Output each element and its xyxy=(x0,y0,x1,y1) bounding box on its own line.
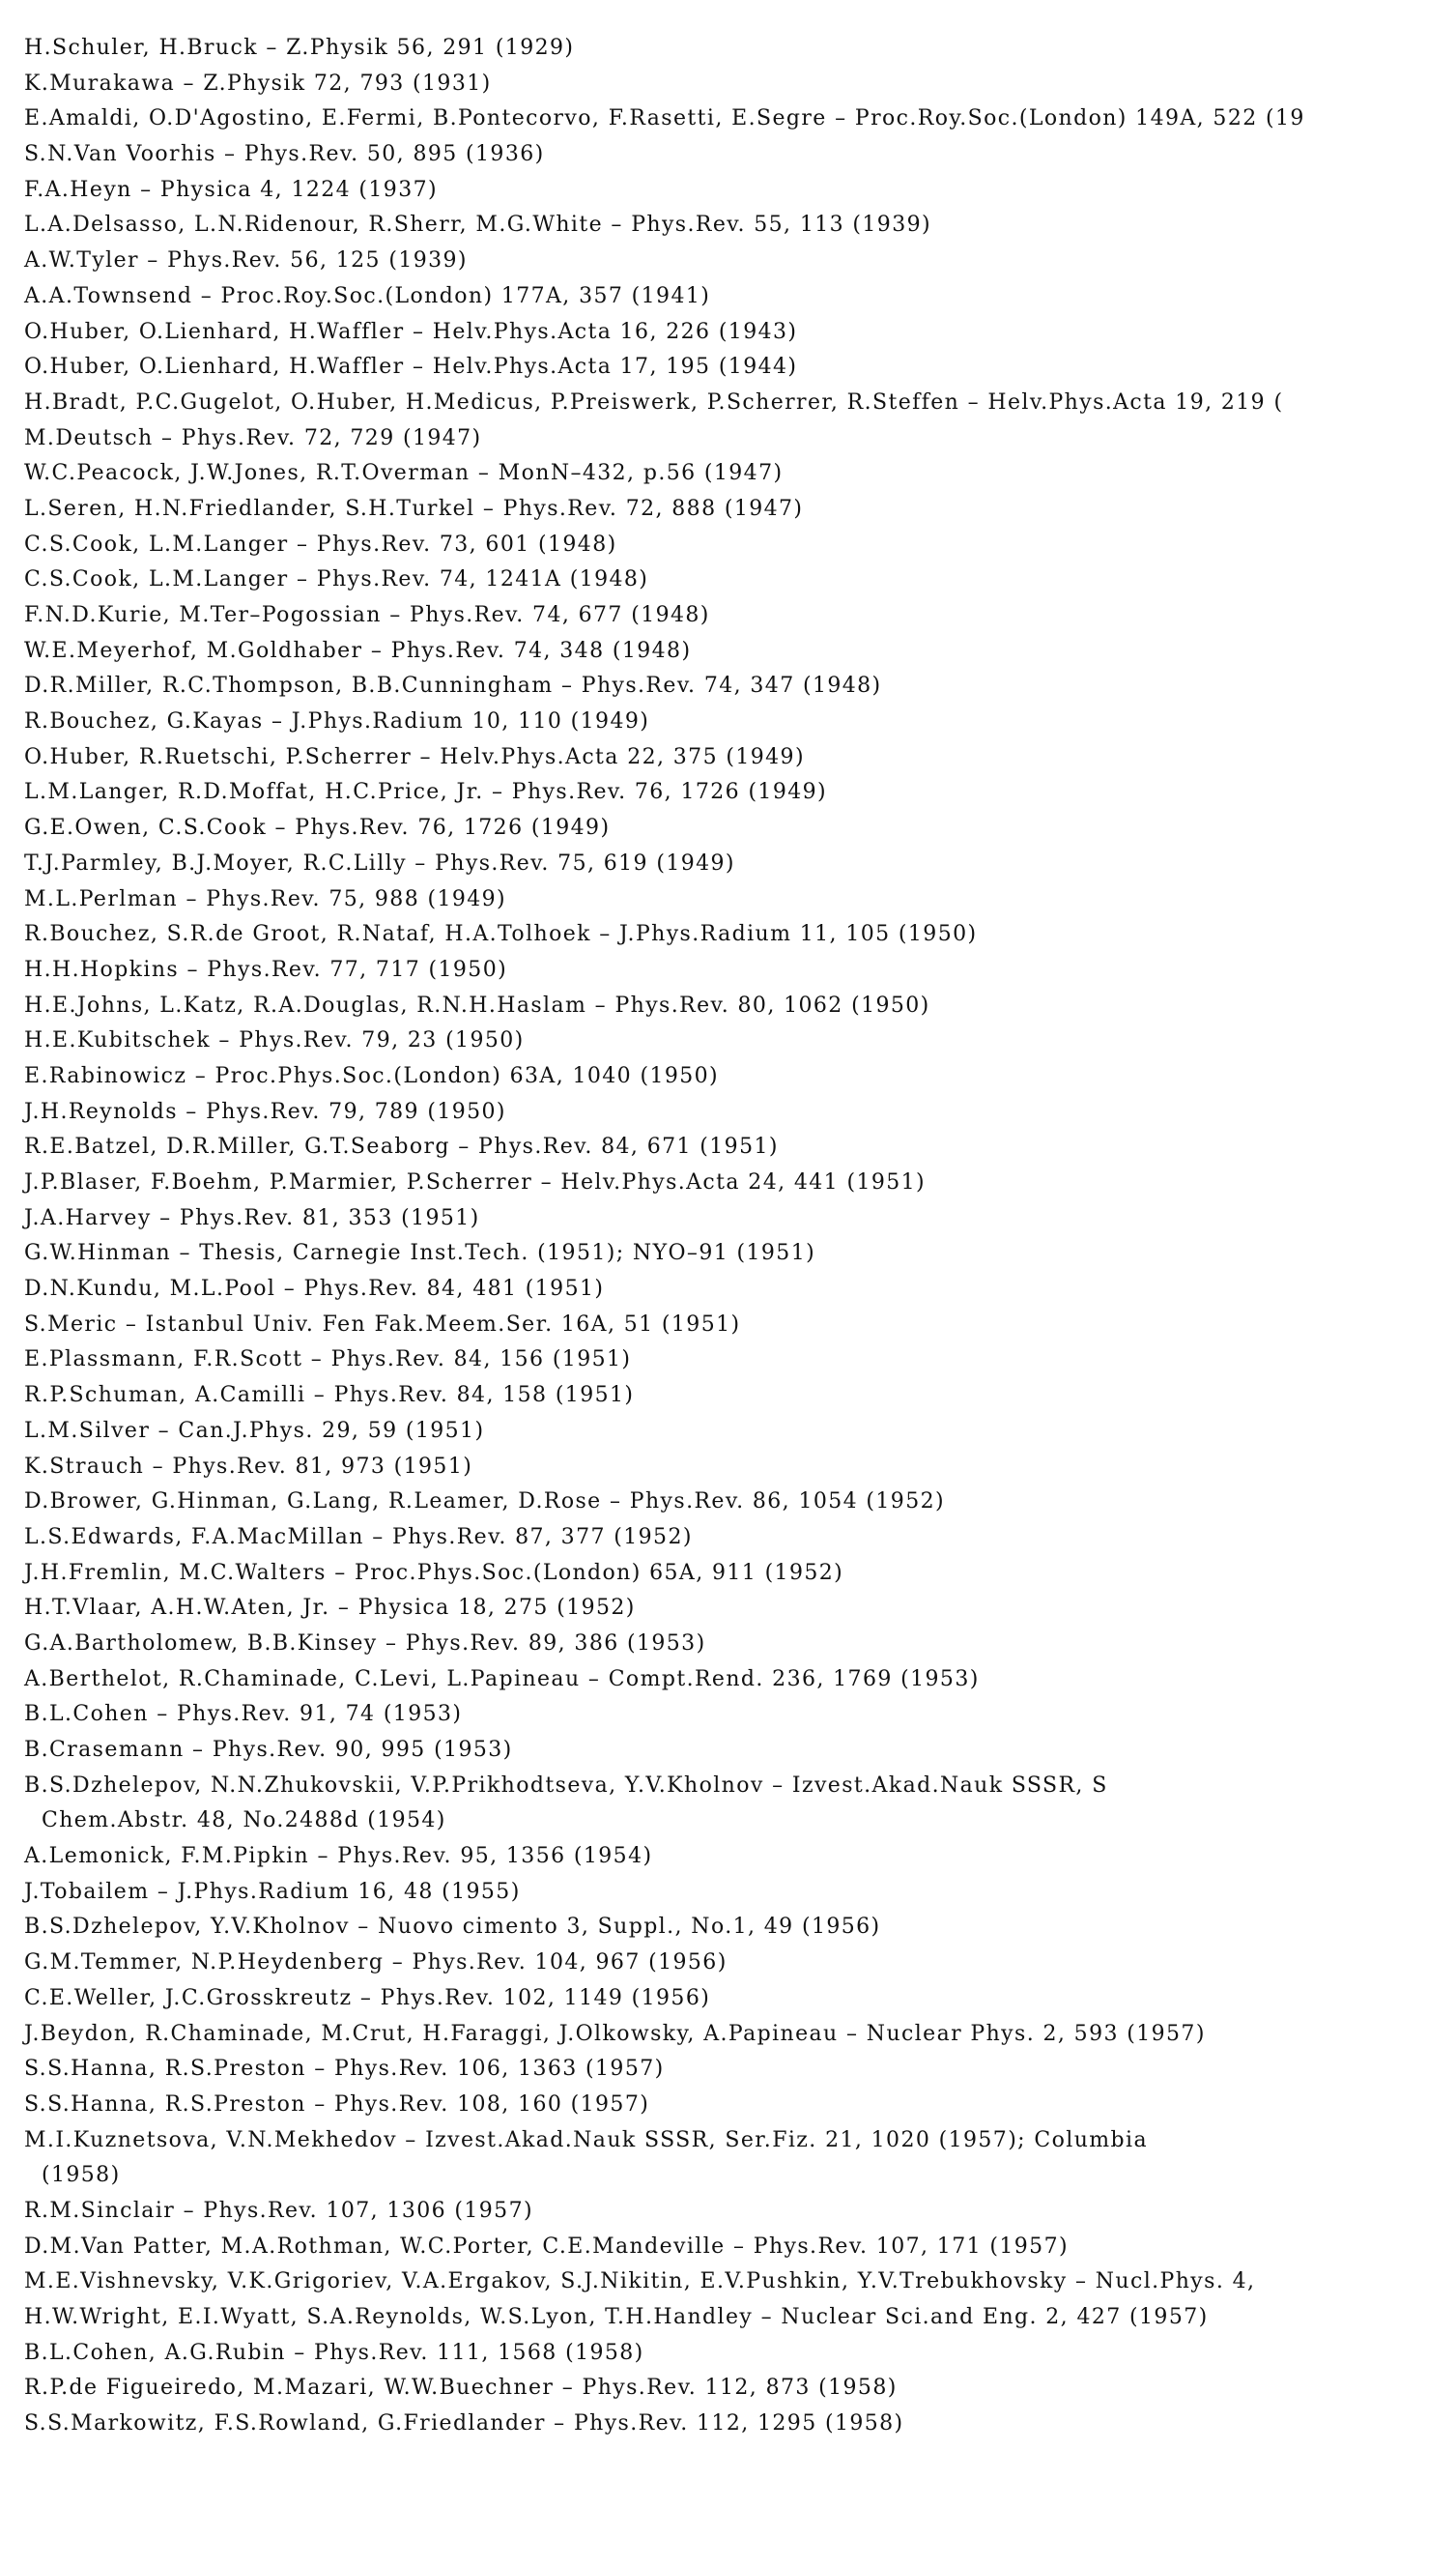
reference-entry: K.Strauch – Phys.Rev. 81, 973 (1951) xyxy=(24,1454,473,1479)
reference-entry: A.A.Townsend – Proc.Roy.Soc.(London) 177A, 357 (1941) xyxy=(24,283,711,308)
reference-entry: G.E.Owen, C.S.Cook – Phys.Rev. 76, 1726 (1949) xyxy=(24,816,611,841)
reference-entry: L.Seren, H.N.Friedlander, S.H.Turkel – Phys.Rev. 72, 888 (1947) xyxy=(24,496,804,521)
reference-continuation: (1958) xyxy=(42,2163,121,2188)
reference-entry: E.Plassmann, F.R.Scott – Phys.Rev. 84, 156 (1951) xyxy=(24,1347,632,1372)
reference-entry: F.A.Heyn – Physica 4, 1224 (1937) xyxy=(24,177,438,202)
reference-entry: M.I.Kuznetsova, V.N.Mekhedov – Izvest.Akad.Nauk SSSR, Ser.Fiz. 21, 1020 (1957); Columbia xyxy=(24,2127,1148,2152)
reference-entry: O.Huber, O.Lienhard, H.Waffler – Helv.Phys.Acta 17, 195 (1944) xyxy=(24,355,798,380)
reference-entry: J.H.Reynolds – Phys.Rev. 79, 789 (1950) xyxy=(24,1099,506,1124)
reference-entry: R.P.de Figueiredo, M.Mazari, W.W.Buechner – Phys.Rev. 112, 873 (1958) xyxy=(24,2376,898,2401)
reference-entry: F.N.D.Kurie, M.Ter–Pogossian – Phys.Rev. 74, 677 (1948) xyxy=(24,603,710,627)
reference-entry: J.A.Harvey – Phys.Rev. 81, 353 (1951) xyxy=(24,1205,480,1230)
reference-entry: H.E.Johns, L.Katz, R.A.Douglas, R.N.H.Haslam – Phys.Rev. 80, 1062 (1950) xyxy=(24,993,930,1018)
reference-entry: L.A.Delsasso, L.N.Ridenour, R.Sherr, M.G.White – Phys.Rev. 55, 113 (1939) xyxy=(24,213,931,238)
reference-entry: A.Lemonick, F.M.Pipkin – Phys.Rev. 95, 1356 (1954) xyxy=(24,1844,653,1869)
reference-entry: D.R.Miller, R.C.Thompson, B.B.Cunningham – Phys.Rev. 74, 347 (1948) xyxy=(24,674,882,699)
reference-continuation: Chem.Abstr. 48, No.2488d (1954) xyxy=(42,1808,446,1833)
reference-entry: B.L.Cohen – Phys.Rev. 91, 74 (1953) xyxy=(24,1702,463,1727)
reference-entry: L.M.Silver – Can.J.Phys. 29, 59 (1951) xyxy=(24,1418,485,1443)
reference-entry: K.Murakawa – Z.Physik 72, 793 (1931) xyxy=(24,71,492,96)
reference-entry: C.E.Weller, J.C.Grosskreutz – Phys.Rev. 102, 1149 (1956) xyxy=(24,1985,711,2010)
reference-entry: C.S.Cook, L.M.Langer – Phys.Rev. 74, 1241A (1948) xyxy=(24,567,649,592)
reference-entry: R.Bouchez, S.R.de Groot, R.Nataf, H.A.Tolhoek – J.Phys.Radium 11, 105 (1950) xyxy=(24,922,978,947)
reference-entry: J.H.Fremlin, M.C.Walters – Proc.Phys.Soc.(London) 65A, 911 (1952) xyxy=(24,1560,844,1585)
reference-entry: S.S.Hanna, R.S.Preston – Phys.Rev. 108, 160 (1957) xyxy=(24,2091,650,2117)
reference-entry: G.A.Bartholomew, B.B.Kinsey – Phys.Rev. 89, 386 (1953) xyxy=(24,1630,706,1656)
reference-entry: E.Rabinowicz – Proc.Phys.Soc.(London) 63A, 1040 (1950) xyxy=(24,1063,720,1088)
reference-entry: M.Deutsch – Phys.Rev. 72, 729 (1947) xyxy=(24,425,482,450)
reference-entry: R.P.Schuman, A.Camilli – Phys.Rev. 84, 158 (1951) xyxy=(24,1383,635,1408)
reference-entry: R.Bouchez, G.Kayas – J.Phys.Radium 10, 110 (1949) xyxy=(24,709,650,735)
reference-entry: G.W.Hinman – Thesis, Carnegie Inst.Tech. (1951); NYO–91 (1951) xyxy=(24,1241,816,1266)
reference-entry: S.Meric – Istanbul Univ. Fen Fak.Meem.Ser. 16A, 51 (1951) xyxy=(24,1312,741,1337)
reference-entry: W.C.Peacock, J.W.Jones, R.T.Overman – MonN–432, p.56 (1947) xyxy=(24,461,784,486)
reference-entry: B.S.Dzhelepov, Y.V.Kholnov – Nuovo cimento 3, Suppl., No.1, 49 (1956) xyxy=(24,1915,881,1940)
reference-entry: W.E.Meyerhof, M.Goldhaber – Phys.Rev. 74, 348 (1948) xyxy=(24,638,692,663)
reference-entry: J.Beydon, R.Chaminade, M.Crut, H.Faraggi, J.Olkowsky, A.Papineau – Nuclear Phys. 2, 593 (1957) xyxy=(24,2021,1206,2046)
reference-entry: M.E.Vishnevsky, V.K.Grigoriev, V.A.Ergakov, S.J.Nikitin, E.V.Pushkin, Y.V.Trebukhovsky – Nucl.Phys. 4, xyxy=(24,2269,1256,2294)
reference-entry: R.M.Sinclair – Phys.Rev. 107, 1306 (1957) xyxy=(24,2198,533,2223)
reference-entry: S.N.Van Voorhis – Phys.Rev. 50, 895 (1936) xyxy=(24,142,545,167)
reference-entry: D.Brower, G.Hinman, G.Lang, R.Leamer, D.Rose – Phys.Rev. 86, 1054 (1952) xyxy=(24,1489,945,1514)
reference-entry: D.N.Kundu, M.L.Pool – Phys.Rev. 84, 481 (1951) xyxy=(24,1277,605,1302)
reference-entry: G.M.Temmer, N.P.Heydenberg – Phys.Rev. 104, 967 (1956) xyxy=(24,1950,728,1975)
reference-entry: B.S.Dzhelepov, N.N.Zhukovskii, V.P.Prikhodtseva, Y.V.Kholnov – Izvest.Akad.Nauk SSSR, S xyxy=(24,1773,1108,1798)
reference-entry: O.Huber, R.Ruetschi, P.Scherrer – Helv.Phys.Acta 22, 375 (1949) xyxy=(24,744,805,769)
reference-entry: H.E.Kubitschek – Phys.Rev. 79, 23 (1950) xyxy=(24,1028,525,1053)
reference-entry: H.W.Wright, E.I.Wyatt, S.A.Reynolds, W.S.Lyon, T.H.Handley – Nuclear Sci.and Eng. 2, 427 (1957) xyxy=(24,2305,1209,2329)
reference-entry: J.Tobailem – J.Phys.Radium 16, 48 (1955) xyxy=(24,1879,521,1904)
reference-entry: H.T.Vlaar, A.H.W.Aten, Jr. – Physica 18, 275 (1952) xyxy=(24,1596,636,1621)
reference-entry: E.Amaldi, O.D'Agostino, E.Fermi, B.Pontecorvo, F.Rasetti, E.Segre – Proc.Roy.Soc.(London) 149A, 522 (19 xyxy=(24,106,1305,131)
reference-entry: R.E.Batzel, D.R.Miller, G.T.Seaborg – Phys.Rev. 84, 671 (1951) xyxy=(24,1135,779,1160)
reference-entry: C.S.Cook, L.M.Langer – Phys.Rev. 73, 601 (1948) xyxy=(24,532,617,557)
reference-entry: M.L.Perlman – Phys.Rev. 75, 988 (1949) xyxy=(24,886,507,911)
reference-entry: S.S.Hanna, R.S.Preston – Phys.Rev. 106, 1363 (1957) xyxy=(24,2057,665,2082)
reference-entry: B.Crasemann – Phys.Rev. 90, 995 (1953) xyxy=(24,1738,513,1762)
reference-entry: L.S.Edwards, F.A.MacMillan – Phys.Rev. 87, 377 (1952) xyxy=(24,1524,693,1549)
reference-entry: S.S.Markowitz, F.S.Rowland, G.Friedlander – Phys.Rev. 112, 1295 (1958) xyxy=(24,2411,904,2436)
reference-entry: D.M.Van Patter, M.A.Rothman, W.C.Porter, C.E.Mandeville – Phys.Rev. 107, 171 (1957) xyxy=(24,2234,1069,2259)
reference-entry: H.Bradt, P.C.Gugelot, O.Huber, H.Medicus, P.Preiswerk, P.Scherrer, R.Steffen – Helv.Phys.Acta 19, 219 ( xyxy=(24,389,1284,415)
reference-entry: B.L.Cohen, A.G.Rubin – Phys.Rev. 111, 1568 (1958) xyxy=(24,2340,644,2365)
reference-entry: H.Schuler, H.Bruck – Z.Physik 56, 291 (1929) xyxy=(24,36,575,60)
reference-entry: A.Berthelot, R.Chaminade, C.Levi, L.Papineau – Compt.Rend. 236, 1769 (1953) xyxy=(24,1666,980,1691)
reference-entry: L.M.Langer, R.D.Moffat, H.C.Price, Jr. – Phys.Rev. 76, 1726 (1949) xyxy=(24,780,828,805)
reference-entry: T.J.Parmley, B.J.Moyer, R.C.Lilly – Phys.Rev. 75, 619 (1949) xyxy=(24,851,735,876)
reference-entry: J.P.Blaser, F.Boehm, P.Marmier, P.Scherrer – Helv.Phys.Acta 24, 441 (1951) xyxy=(24,1170,927,1195)
reference-entry: A.W.Tyler – Phys.Rev. 56, 125 (1939) xyxy=(24,248,468,274)
reference-list xyxy=(24,31,1456,2442)
reference-entry: O.Huber, O.Lienhard, H.Waffler – Helv.Phys.Acta 16, 226 (1943) xyxy=(24,319,798,344)
reference-entry: H.H.Hopkins – Phys.Rev. 77, 717 (1950) xyxy=(24,957,508,982)
